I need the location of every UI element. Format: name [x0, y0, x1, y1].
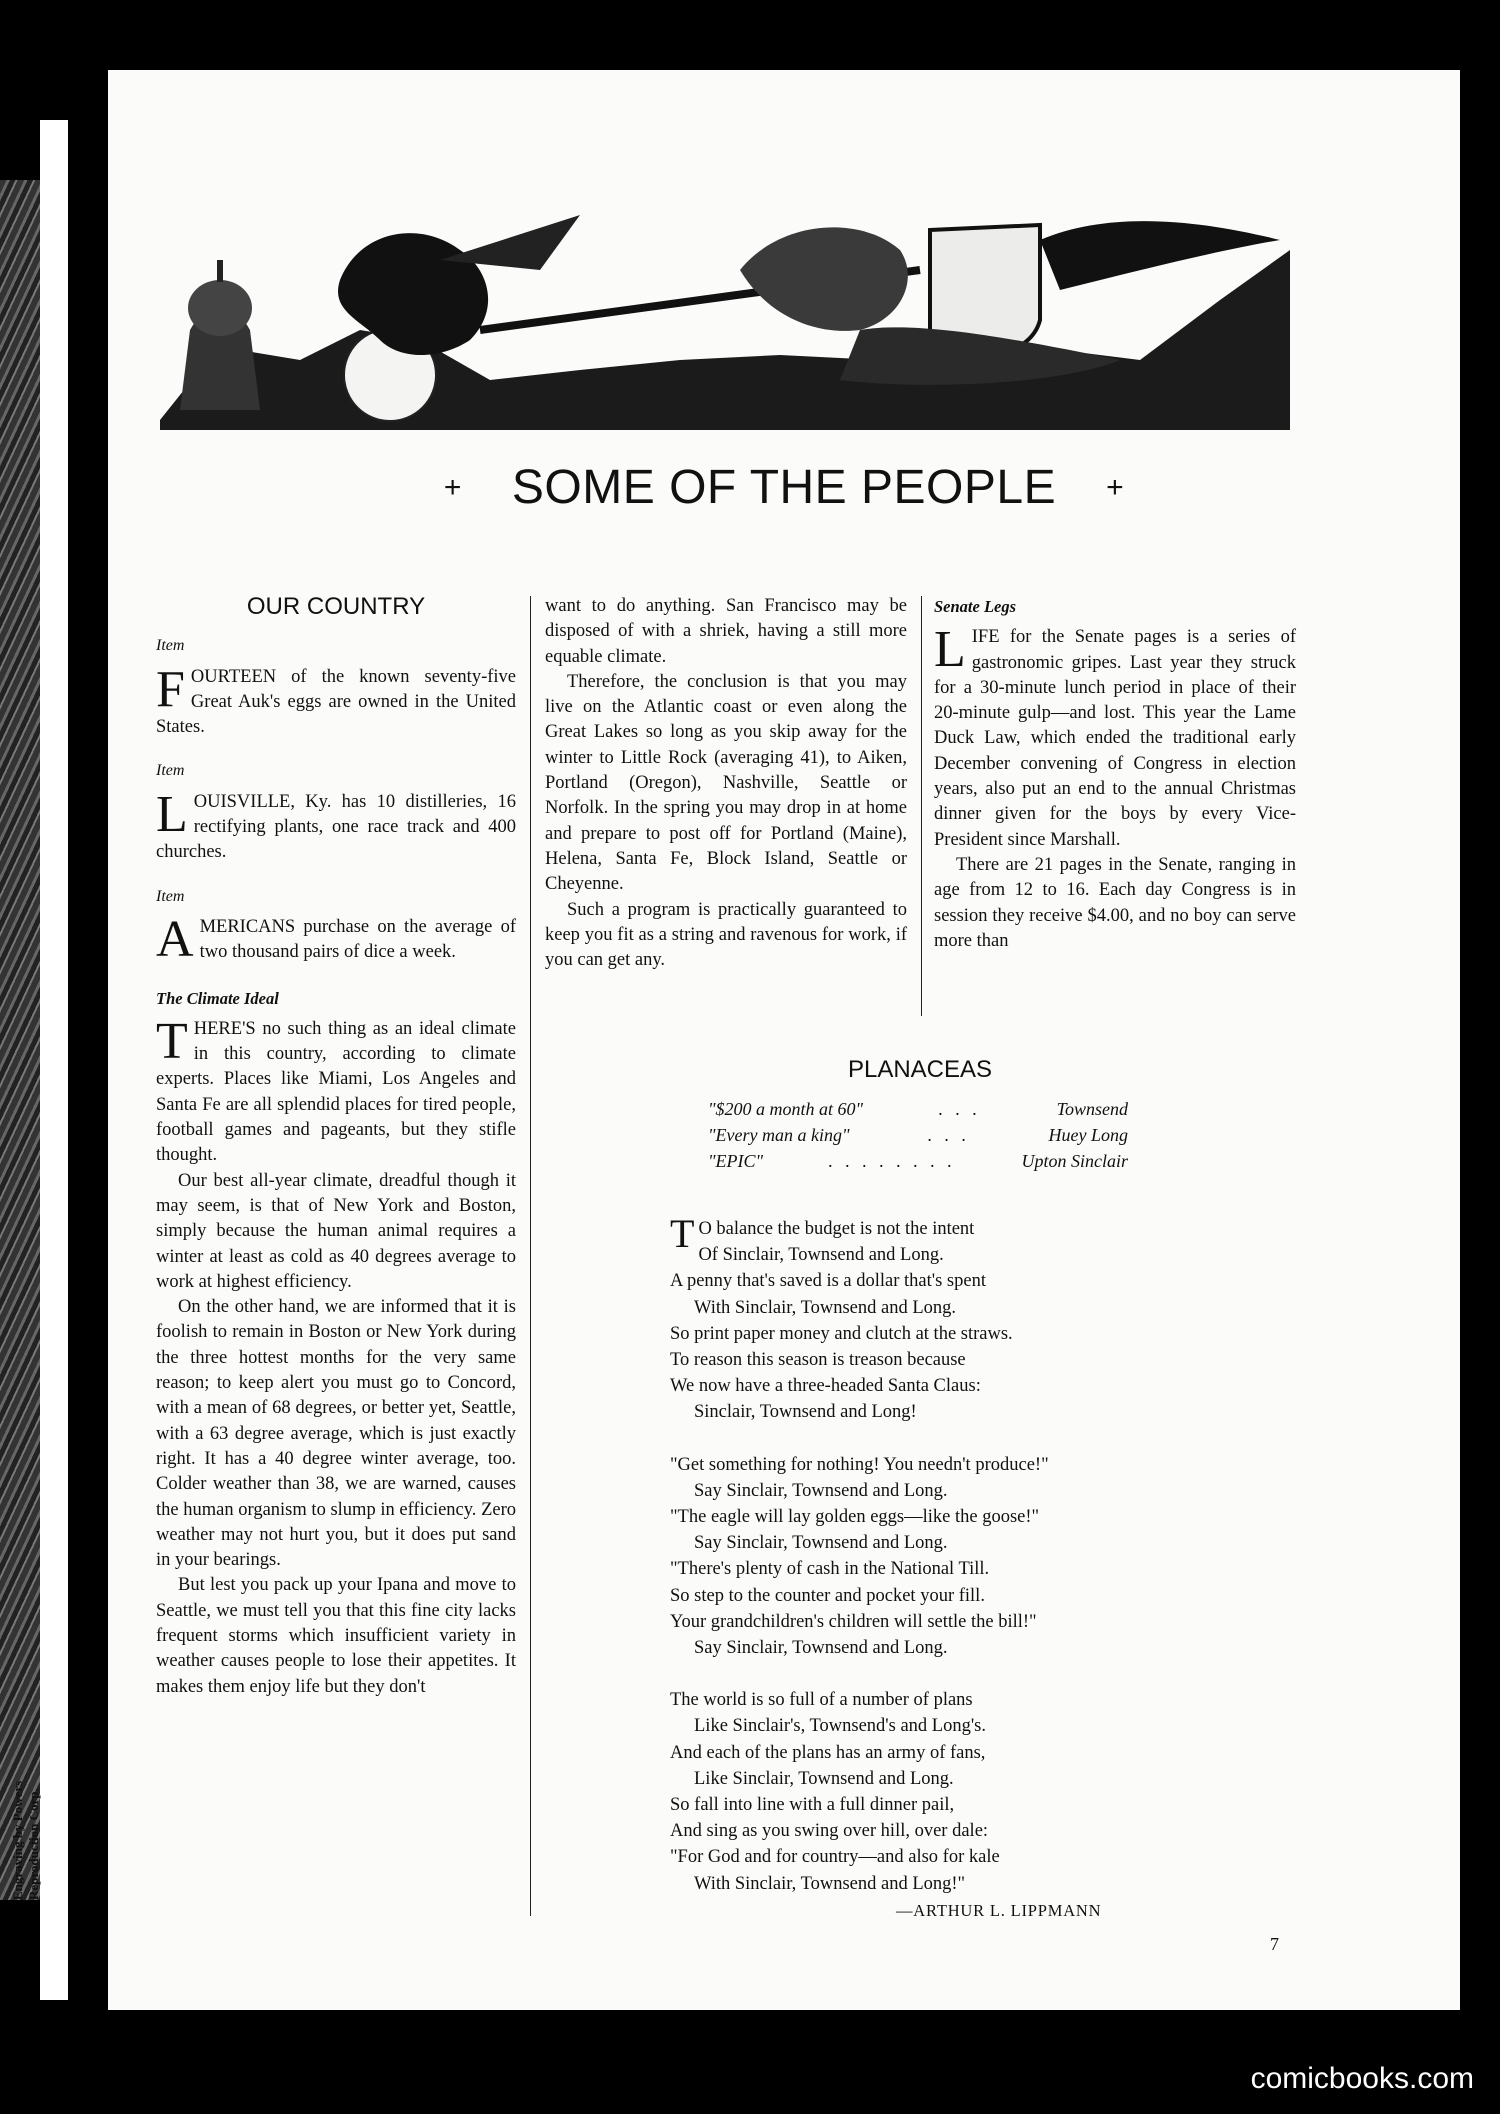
- item-text: OURTEEN of the known seventy-five Great Auk's eggs are owned in the United States.: [156, 666, 516, 738]
- paragraph: [934, 621, 1296, 853]
- item-text: OUISVILLE, Ky. has 10 distilleries, 16 rectifying plants, one race track and 400 churches.: [156, 791, 516, 863]
- slogan: "EPIC": [708, 1151, 764, 1171]
- item-label: Item: [156, 637, 185, 655]
- poem-line: The world is so full of a number of plans: [670, 1690, 973, 1711]
- poem-line: So fall into line with a full dinner pail,: [670, 1795, 955, 1816]
- drop-cap: T: [670, 1211, 695, 1256]
- item-text: MERICANS purchase on the average of two thousand pairs of dice a week.: [199, 916, 516, 963]
- leader-dots: . . .: [938, 1099, 982, 1119]
- page-number: 7: [1270, 1934, 1279, 1954]
- title-ornament-right: +: [1106, 471, 1125, 504]
- poem-line: "For God and for country—and also for kale: [670, 1847, 1000, 1868]
- drop-cap: A: [156, 910, 194, 968]
- drop-cap: T: [156, 1012, 188, 1070]
- paragraph: Our best all-year climate, dreadful though it may seem, is that of New York and Boston, simply because the human animal requires a winter at least as cold as 40 degrees average to work at highest efficiency.: [156, 1170, 516, 1292]
- item-label: Item: [156, 887, 185, 905]
- slogan-line: [708, 1122, 1128, 1148]
- paragraph: want to do anything. San Francisco may be disposed of with a shriek, having a still more equable climate.: [545, 596, 907, 667]
- planaceas-section: [560, 1056, 1280, 1923]
- drop-cap: F: [156, 660, 185, 718]
- paragraph: On the other hand, we are informed that it is foolish to remain in Boston or New York during the three hottest months for the very same reason; to keep alert you must go to Concord, with a mean of 68 degrees, or better yet, Seattle, with a 63 degree average, which is just exactly right. It has a 40 degree winter average, too. Colder weather than 38, we are warned, causes the human organism to slump in efficiency. Zero weather may not hurt you, but it does put sand in your bearings.: [156, 1297, 516, 1571]
- poem-line: We now have a three-headed Santa Claus:: [670, 1376, 981, 1397]
- engraving-credit: [10, 1750, 42, 1900]
- poem-line-text: O balance the budget is not the intent: [698, 1219, 975, 1239]
- drop-cap: L: [934, 621, 966, 679]
- poem-line: And sing as you swing over hill, over dale:: [670, 1821, 989, 1842]
- page-gutter: [40, 120, 68, 2000]
- poem-line: Say Sinclair, Townsend and Long.: [694, 1638, 948, 1659]
- paragraph: [156, 1012, 516, 1169]
- paragraph-text: HERE'S no such thing as an ideal climate in this country, according to climate experts. Places like Miami, Los Angeles and Santa Fe are all splendid places for tired people, football games and pageants, but they stifle thought.: [156, 1018, 516, 1166]
- slogan-author: Upton Sinclair: [1021, 1151, 1128, 1171]
- poem-stanza-1: [670, 1211, 1280, 1426]
- slogan: "Every man a king": [708, 1125, 850, 1145]
- poem-stanza-3: [670, 1687, 1280, 1897]
- slogan-line: [708, 1148, 1128, 1174]
- paragraph: There are 21 pages in the Senate, ranging in age from 12 to 16. Each day Congress is in session they receive $4.00, and no boy can serve more than: [934, 854, 1296, 951]
- paragraph: Such a program is practically guaranteed to keep you fit as a string and ravenous for work, if you can get any.: [545, 899, 907, 971]
- poem-line: So print paper money and clutch at the straws.: [670, 1323, 1013, 1344]
- paragraph-text: IFE for the Senate pages is a series of gastronomic gripes. Last year they struck for a 30-minute lunch period in place of their 20-minute gulp—and lost. This year the Lame Duck Law, which ended the traditional early December convening of Congress in election years, also put an end to the annual Christmas dinner given for the boys by every Vice-President since Marshall.: [934, 627, 1296, 850]
- item-paragraph: [156, 785, 516, 866]
- poem: [670, 1211, 1280, 1897]
- poem-line: A penny that's saved is a dollar that's spent: [670, 1271, 986, 1292]
- section-heading-our-country: OUR COUNTRY: [246, 593, 426, 620]
- leader-dots: . . .: [927, 1125, 971, 1145]
- poem-line: Like Sinclair, Townsend and Long.: [694, 1768, 954, 1789]
- poem-line: So step to the counter and pocket your fill.: [670, 1585, 985, 1606]
- slogan-author: Huey Long: [1048, 1125, 1128, 1145]
- credit-line2: Reproduction Corp.: [26, 1788, 41, 1900]
- column-senate-legs: [934, 594, 1296, 954]
- paragraph: But lest you pack up your Ipana and move to Seattle, we must tell you that this fine city lacks frequent storms which insufficient variety in weather causes people to lose their appetites. It makes them enjoy life but they don't: [156, 1575, 516, 1697]
- slogan-line: [708, 1096, 1128, 1122]
- title-text: SOME OF THE PEOPLE: [511, 461, 1057, 514]
- poem-line: Say Sinclair, Townsend and Long.: [694, 1480, 948, 1501]
- poem-line: "The eagle will lay golden eggs—like the goose!": [670, 1507, 1040, 1528]
- column-rule: [921, 596, 922, 1016]
- item-label: Item: [156, 762, 185, 780]
- subheading-climate-ideal: The Climate Ideal: [156, 988, 279, 1008]
- paragraph: Therefore, the conclusion is that you may live on the Atlantic coast or even along the Great Lakes so long as you skip away for the winter to Little Rock (averaging 41), to Aiken, Portland (Oregon), Nashville, Seattle or Norfolk. In the spring you may drop in at home and prepare to post off for Portland (Maine), Helena, Santa Fe, Block Island, Seattle or Cheyenne.: [545, 671, 907, 895]
- poem-author: —ARTHUR L. LIPPMANN: [896, 1901, 1102, 1920]
- column-our-country: [156, 590, 516, 1700]
- title-ornament-left: +: [443, 471, 462, 504]
- poem-line: With Sinclair, Townsend and Long!": [694, 1873, 966, 1894]
- poem-stanza-2: [670, 1452, 1280, 1662]
- page-title: [108, 460, 1460, 515]
- subheading-senate-legs: Senate Legs: [934, 597, 1017, 616]
- section-heading-planaceas: PLANACEAS: [847, 1056, 993, 1083]
- slogan: "$200 a month at 60": [708, 1099, 864, 1119]
- poem-line: Like Sinclair's, Townsend's and Long's.: [694, 1716, 986, 1737]
- slogan-author: Townsend: [1056, 1099, 1128, 1119]
- poem-line: "Get something for nothing! You needn't produce!": [670, 1454, 1049, 1475]
- poem-line: Of Sinclair, Townsend and Long.: [698, 1245, 944, 1266]
- poem-line: With Sinclair, Townsend and Long.: [694, 1297, 957, 1318]
- poem-line: Say Sinclair, Townsend and Long.: [694, 1533, 948, 1554]
- adjacent-page-edge: [0, 180, 40, 1900]
- poem-line: Sinclair, Townsend and Long!: [694, 1402, 917, 1423]
- item-paragraph: [156, 660, 516, 741]
- poem-line: And each of the plans has an army of fans,: [670, 1742, 986, 1763]
- poem-line: "There's plenty of cash in the National Till.: [670, 1559, 990, 1580]
- credit-line1: Engraving by Powers: [10, 1780, 25, 1900]
- column-climate-continued: [545, 594, 907, 973]
- poem-line: Your grandchildren's children will settle the bill!": [670, 1611, 1037, 1632]
- poem-line: To reason this season is treason because: [670, 1350, 966, 1371]
- header-illustration: [160, 210, 1290, 430]
- site-watermark: comicbooks.com: [1250, 2062, 1474, 2095]
- drop-cap: L: [156, 785, 188, 843]
- item-paragraph: [156, 910, 516, 968]
- column-rule: [530, 596, 531, 1916]
- leader-dots: . . . . . . . .: [828, 1151, 957, 1171]
